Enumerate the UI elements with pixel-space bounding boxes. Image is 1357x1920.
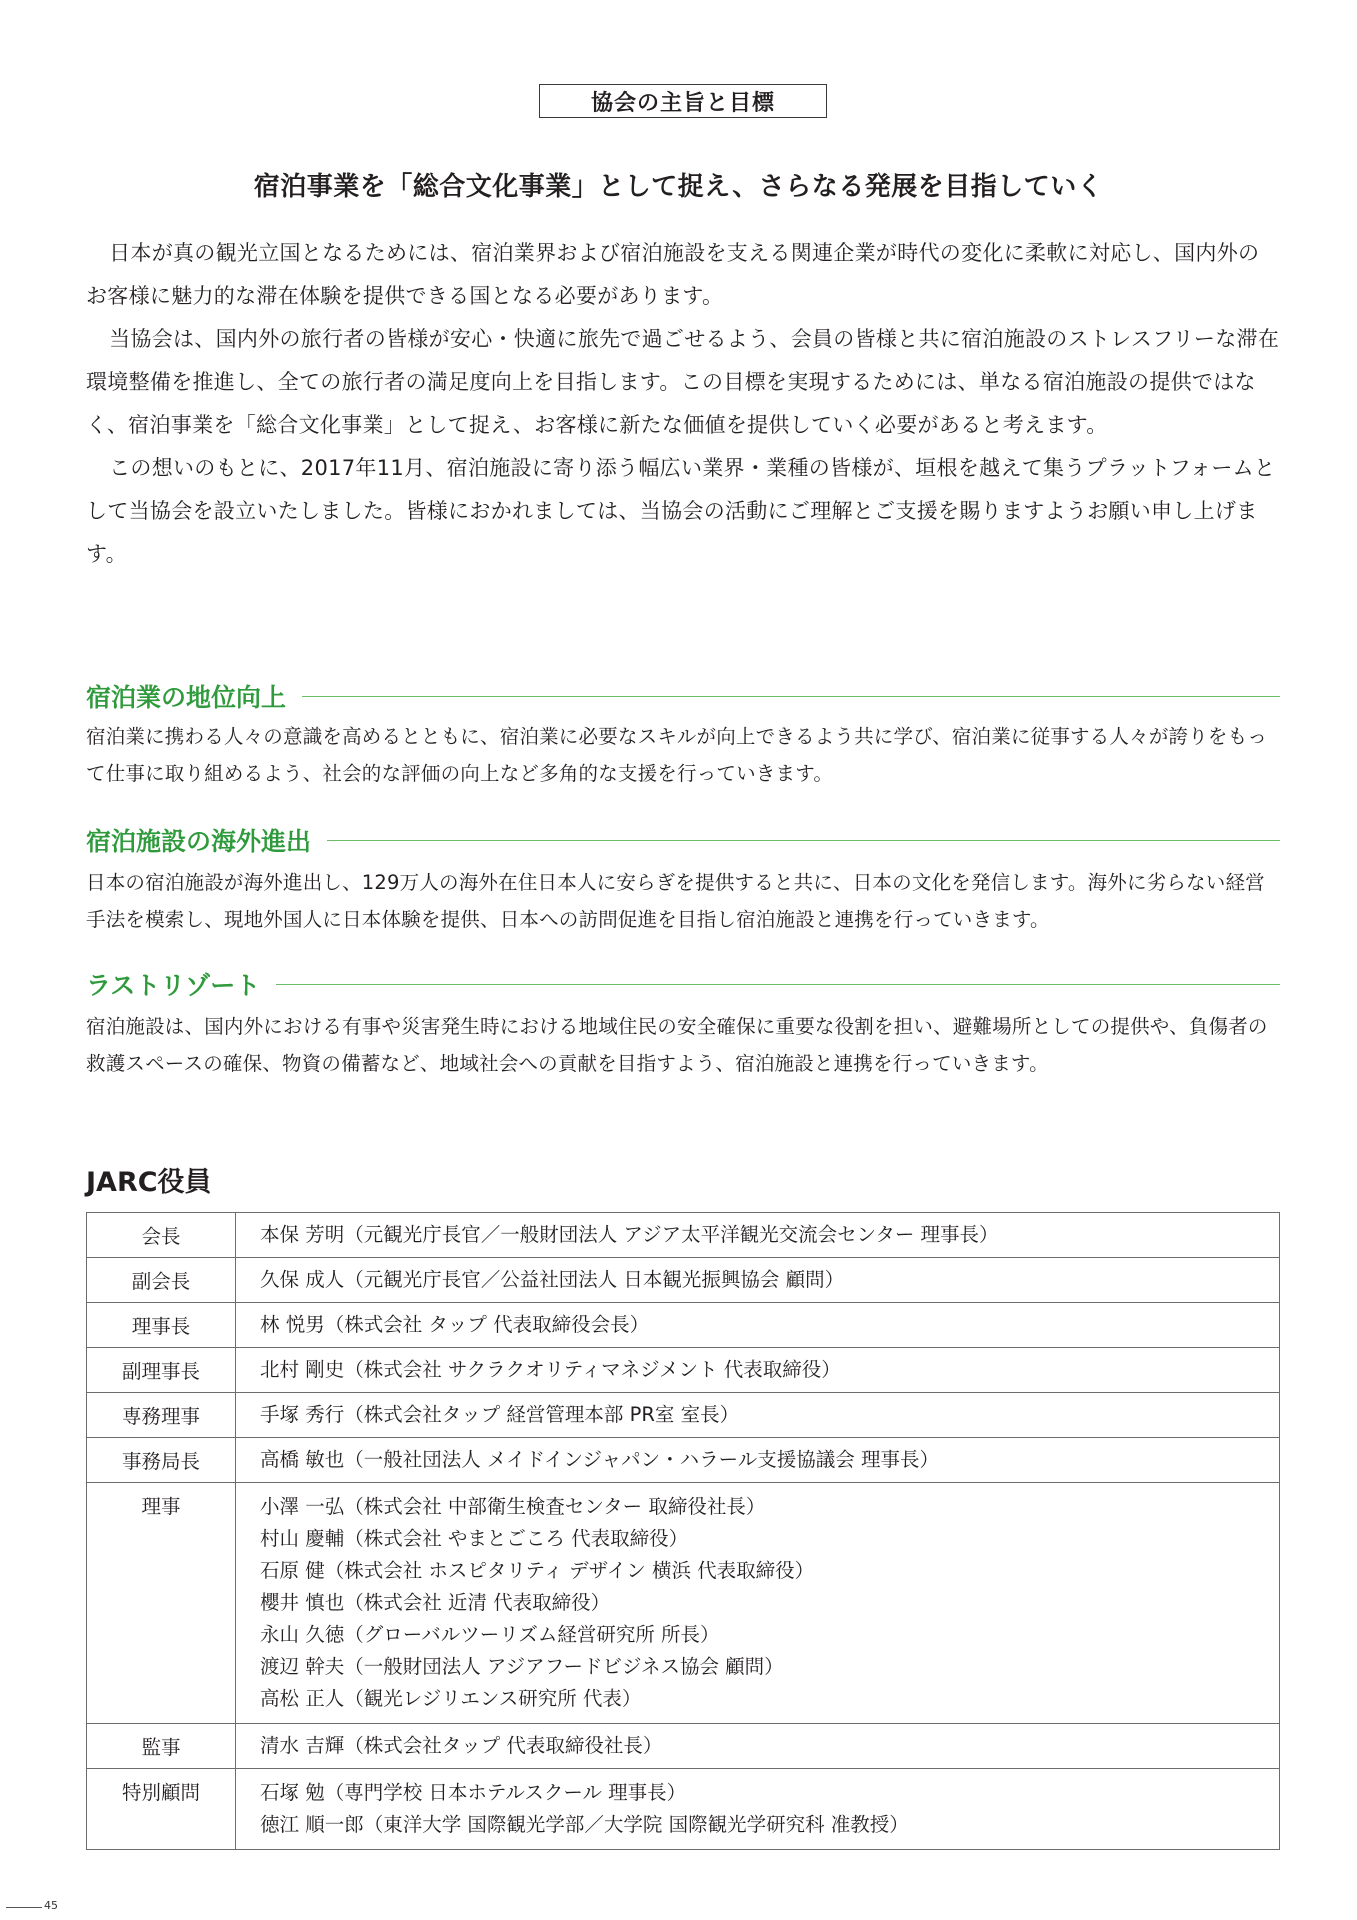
table-row <box>87 1438 1280 1483</box>
officers-title: JARC役員 <box>86 1167 212 1198</box>
officer-name: 石塚 勉（専門学校 日本ホテルスクール 理事長） <box>260 1781 687 1804</box>
officer-name: 永山 久徳（グローバルツーリズム経営研究所 所長） <box>260 1623 720 1646</box>
page-number: 45 <box>44 1899 58 1912</box>
table-row <box>87 1258 1280 1303</box>
role-cell: 事務局長 <box>87 1438 236 1483</box>
role-cell: 副理事長 <box>87 1348 236 1393</box>
officer-name: 林 悦男（株式会社 タップ 代表取締役会長） <box>260 1313 650 1336</box>
table-row <box>87 1213 1280 1258</box>
intro-text <box>86 232 1280 576</box>
officer-name: 本保 芳明（元観光庁長官／一般財団法人 アジア太平洋観光交流会センター 理事長） <box>260 1223 999 1246</box>
officers-table <box>86 1212 1280 1850</box>
officer-name: 手塚 秀行（株式会社タップ 経営管理本部 PR室 室長） <box>260 1403 740 1426</box>
names-cell <box>236 1213 1280 1258</box>
officer-name: 村山 慶輔（株式会社 やまとごころ 代表取締役） <box>260 1527 689 1550</box>
officer-name: 高橋 敏也（一般社団法人 メイドインジャパン・ハラール支援協議会 理事長） <box>260 1448 939 1471</box>
role-cell: 理事長 <box>87 1303 236 1348</box>
officer-name: 石原 健（株式会社 ホスピタリティ デザイン 横浜 代表取締役） <box>260 1559 815 1582</box>
section-title: 宿泊業の地位向上 <box>86 683 287 712</box>
names-cell <box>236 1483 1280 1724</box>
table-row <box>87 1348 1280 1393</box>
intro-paragraph: 当協会は、国内外の旅行者の皆様が安心・快適に旅先で過ごせるよう、会員の皆様と共に宿泊施設のストレスフリーな滞在環境整備を推進し、全ての旅行者の満足度向上を目指します。この目標を実現するためには、単なる宿泊施設の提供ではなく、宿泊事業を「総合文化事業」として捉え、お客様に新たな価値を提供していく必要があると考えます。 <box>86 327 1280 437</box>
role-cell: 理事 <box>87 1483 236 1724</box>
table-row <box>87 1769 1280 1850</box>
names-cell <box>236 1393 1280 1438</box>
officer-name: 渡辺 幹夫（一般財団法人 アジアフードビジネス協会 顧問） <box>260 1655 784 1678</box>
section-body: 日本の宿泊施設が海外進出し、129万人の海外在住日本人に安らぎを提供すると共に、日本の文化を発信します。海外に劣らない経営手法を模索し、現地外国人に日本体験を提供、日本への訪問促進を目指し宿泊施設と連携を行っていきます。 <box>86 871 1265 931</box>
table-row <box>87 1303 1280 1348</box>
section-heading-last-resort <box>86 968 1280 1000</box>
officer-name: 小澤 一弘（株式会社 中部衛生検査センター 取締役社長） <box>260 1495 766 1518</box>
officer-name: 櫻井 慎也（株式会社 近清 代表取締役） <box>260 1591 611 1614</box>
role-cell: 監事 <box>87 1724 236 1769</box>
page-headline: 宿泊事業を「総合文化事業」として捉え、さらなる発展を目指していく <box>253 172 1104 202</box>
section-rule <box>327 840 1280 841</box>
section-title: 宿泊施設の海外進出 <box>86 827 312 856</box>
section-body: 宿泊施設は、国内外における有事や災害発生時における地域住民の安全確保に重要な役割を担い、避難場所としての提供や、負傷者の救護スペースの確保、物資の備蓄など、地域社会への貢献を目指すよう、宿泊施設と連携を行っていきます。 <box>86 1015 1268 1075</box>
section-title: ラストリゾート <box>86 971 261 1000</box>
section-heading-overseas <box>86 824 1280 856</box>
intro-paragraph: この想いのもとに、2017年11月、宿泊施設に寄り添う幅広い業界・業種の皆様が、垣根を越えて集うプラットフォームとして当協会を設立いたしました。皆様におかれましては、当協会の活動にご理解とご支援を賜りますようお願い申し上げます。 <box>86 456 1276 566</box>
table-row <box>87 1724 1280 1769</box>
officer-name: 久保 成人（元観光庁長官／公益社団法人 日本観光振興協会 顧問） <box>260 1268 845 1291</box>
table-row <box>87 1393 1280 1438</box>
names-cell <box>236 1438 1280 1483</box>
officer-name: 高松 正人（観光レジリエンス研究所 代表） <box>260 1687 642 1710</box>
names-cell <box>236 1769 1280 1850</box>
names-cell <box>236 1348 1280 1393</box>
officer-name: 徳江 順一郎（東洋大学 国際観光学部／大学院 国際観光学研究科 准教授） <box>260 1813 909 1836</box>
role-cell: 会長 <box>87 1213 236 1258</box>
section-rule <box>302 696 1280 697</box>
table-row <box>87 1483 1280 1724</box>
officer-name: 清水 吉輝（株式会社タップ 代表取締役社長） <box>260 1734 663 1757</box>
section-rule <box>276 984 1280 985</box>
intro-paragraph: 日本が真の観光立国となるためには、宿泊業界および宿泊施設を支える関連企業が時代の変化に柔軟に対応し、国内外のお客様に魅力的な滞在体験を提供できる国となる必要があります。 <box>86 241 1260 308</box>
role-cell: 特別顧問 <box>87 1769 236 1850</box>
role-cell: 副会長 <box>87 1258 236 1303</box>
section-tag: 協会の主旨と目標 <box>539 84 827 118</box>
role-cell: 専務理事 <box>87 1393 236 1438</box>
officer-name: 北村 剛史（株式会社 サクラクオリティマネジメント 代表取締役） <box>260 1358 841 1381</box>
names-cell <box>236 1724 1280 1769</box>
footer-rule <box>6 1907 42 1908</box>
section-heading-status <box>86 680 1280 712</box>
names-cell <box>236 1258 1280 1303</box>
section-body: 宿泊業に携わる人々の意識を高めるとともに、宿泊業に必要なスキルが向上できるよう共に学び、宿泊業に従事する人々が誇りをもって仕事に取り組めるよう、社会的な評価の向上など多角的な支援を行っていきます。 <box>86 725 1268 785</box>
names-cell <box>236 1303 1280 1348</box>
